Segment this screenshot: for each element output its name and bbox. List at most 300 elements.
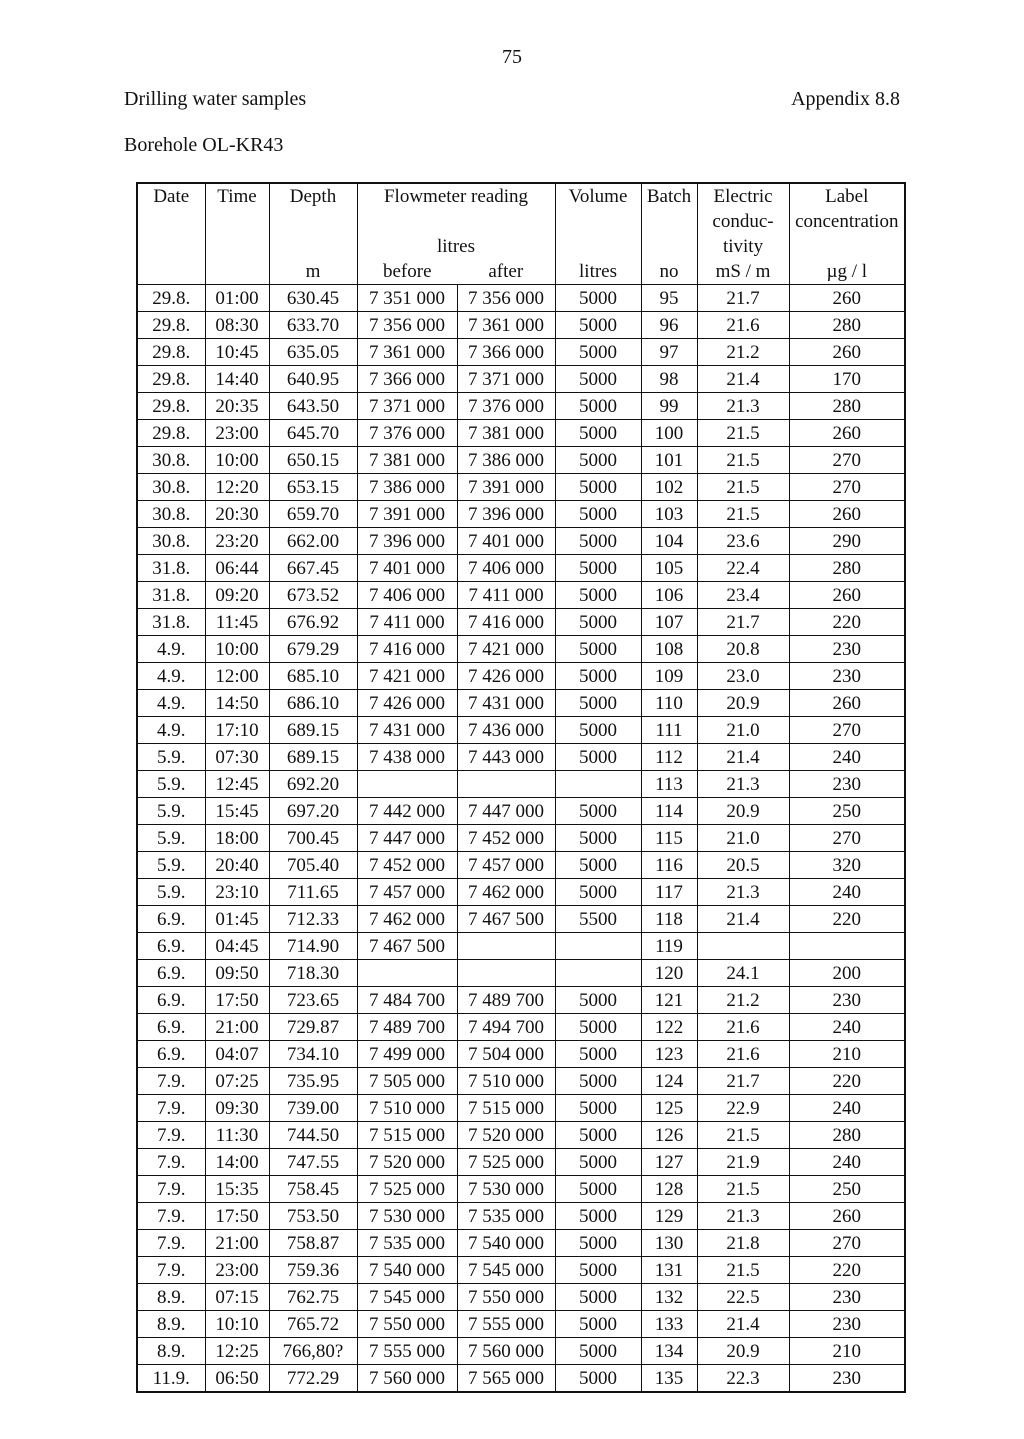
cell-date: 29.8.	[137, 420, 205, 447]
cell-batch: 107	[641, 609, 697, 636]
cell-time: 06:44	[205, 555, 269, 582]
cell-batch: 116	[641, 852, 697, 879]
cell-flow-before: 7 416 000	[357, 636, 457, 663]
cell-batch: 111	[641, 717, 697, 744]
table-row	[137, 555, 905, 582]
cell-flow-after: 7 431 000	[457, 690, 555, 717]
cell-depth: 659.70	[269, 501, 357, 528]
header-ec-line3: tivity	[697, 234, 789, 259]
cell-label-concentration: 260	[789, 1203, 905, 1230]
cell-conductivity: 22.9	[697, 1095, 789, 1122]
cell-date: 4.9.	[137, 717, 205, 744]
cell-flow-after: 7 381 000	[457, 420, 555, 447]
cell-flow-before: 7 535 000	[357, 1230, 457, 1257]
cell-flow-before: 7 438 000	[357, 744, 457, 771]
cell-flow-after: 7 515 000	[457, 1095, 555, 1122]
cell-time: 23:20	[205, 528, 269, 555]
cell-depth: 729.87	[269, 1014, 357, 1041]
cell-label-concentration	[789, 933, 905, 960]
cell-flow-after: 7 376 000	[457, 393, 555, 420]
cell-date: 7.9.	[137, 1230, 205, 1257]
cell-label-concentration: 270	[789, 825, 905, 852]
table-row	[137, 1257, 905, 1284]
cell-flow-before: 7 510 000	[357, 1095, 457, 1122]
cell-date: 29.8.	[137, 339, 205, 366]
table-row	[137, 987, 905, 1014]
cell-flow-before: 7 356 000	[357, 312, 457, 339]
header-volume-unit: litres	[555, 259, 641, 285]
cell-flow-after: 7 565 000	[457, 1365, 555, 1393]
cell-label-concentration: 200	[789, 960, 905, 987]
cell-flow-before: 7 452 000	[357, 852, 457, 879]
cell-volume: 5000	[555, 1284, 641, 1311]
cell-batch: 122	[641, 1014, 697, 1041]
cell-batch: 99	[641, 393, 697, 420]
cell-label-concentration: 250	[789, 798, 905, 825]
cell-flow-after: 7 406 000	[457, 555, 555, 582]
cell-depth: 662.00	[269, 528, 357, 555]
cell-volume: 5000	[555, 393, 641, 420]
cell-volume: 5000	[555, 582, 641, 609]
cell-batch: 113	[641, 771, 697, 798]
cell-conductivity: 21.4	[697, 366, 789, 393]
cell-label-concentration: 230	[789, 663, 905, 690]
cell-conductivity: 21.4	[697, 1311, 789, 1338]
cell-depth: 747.55	[269, 1149, 357, 1176]
cell-volume: 5000	[555, 339, 641, 366]
cell-conductivity: 20.9	[697, 690, 789, 717]
cell-flow-before: 7 421 000	[357, 663, 457, 690]
cell-volume: 5000	[555, 447, 641, 474]
cell-batch: 95	[641, 285, 697, 312]
cell-depth: 697.20	[269, 798, 357, 825]
document-title: Drilling water samples	[124, 88, 307, 110]
cell-flow-after: 7 560 000	[457, 1338, 555, 1365]
table-row	[137, 663, 905, 690]
cell-flow-before: 7 489 700	[357, 1014, 457, 1041]
cell-label-concentration: 230	[789, 1365, 905, 1393]
header-flowmeter: Flowmeter reading	[357, 183, 555, 209]
table-row	[137, 1284, 905, 1311]
cell-batch: 102	[641, 474, 697, 501]
cell-time: 18:00	[205, 825, 269, 852]
table-row	[137, 1122, 905, 1149]
cell-volume: 5000	[555, 1122, 641, 1149]
cell-flow-after: 7 396 000	[457, 501, 555, 528]
cell-flow-after: 7 462 000	[457, 879, 555, 906]
table-row	[137, 609, 905, 636]
cell-label-concentration: 220	[789, 1068, 905, 1095]
cell-flow-after: 7 489 700	[457, 987, 555, 1014]
cell-batch: 119	[641, 933, 697, 960]
cell-label-concentration: 250	[789, 1176, 905, 1203]
cell-time: 10:10	[205, 1311, 269, 1338]
cell-volume: 5000	[555, 312, 641, 339]
cell-date: 4.9.	[137, 636, 205, 663]
appendix-label: Appendix 8.8	[791, 88, 900, 110]
cell-date: 6.9.	[137, 960, 205, 987]
cell-conductivity: 21.3	[697, 1203, 789, 1230]
cell-time: 09:30	[205, 1095, 269, 1122]
cell-date: 5.9.	[137, 852, 205, 879]
cell-volume: 5000	[555, 609, 641, 636]
cell-time: 12:25	[205, 1338, 269, 1365]
cell-time: 23:10	[205, 879, 269, 906]
cell-date: 31.8.	[137, 609, 205, 636]
cell-label-concentration: 280	[789, 555, 905, 582]
cell-date: 6.9.	[137, 1014, 205, 1041]
cell-volume	[555, 960, 641, 987]
cell-date: 7.9.	[137, 1257, 205, 1284]
cell-time: 21:00	[205, 1230, 269, 1257]
cell-depth: 753.50	[269, 1203, 357, 1230]
cell-date: 6.9.	[137, 987, 205, 1014]
cell-time: 23:00	[205, 1257, 269, 1284]
cell-volume: 5000	[555, 1176, 641, 1203]
cell-conductivity: 21.3	[697, 879, 789, 906]
cell-batch: 128	[641, 1176, 697, 1203]
cell-flow-after: 7 467 500	[457, 906, 555, 933]
cell-depth: 712.33	[269, 906, 357, 933]
cell-time: 20:35	[205, 393, 269, 420]
cell-date: 11.9.	[137, 1365, 205, 1393]
cell-batch: 104	[641, 528, 697, 555]
cell-label-concentration: 280	[789, 393, 905, 420]
cell-label-concentration: 210	[789, 1041, 905, 1068]
header-batch: Batch	[641, 183, 697, 209]
cell-batch: 120	[641, 960, 697, 987]
cell-date: 6.9.	[137, 906, 205, 933]
cell-flow-before: 7 442 000	[357, 798, 457, 825]
cell-time: 12:45	[205, 771, 269, 798]
header-depth-unit: m	[269, 259, 357, 285]
header-label-unit: µg / l	[789, 259, 905, 285]
cell-date: 30.8.	[137, 474, 205, 501]
cell-date: 30.8.	[137, 528, 205, 555]
table-row	[137, 1230, 905, 1257]
cell-conductivity: 21.6	[697, 1014, 789, 1041]
cell-volume: 5000	[555, 555, 641, 582]
cell-batch: 100	[641, 420, 697, 447]
table-row	[137, 474, 905, 501]
cell-conductivity: 20.9	[697, 798, 789, 825]
cell-depth: 650.15	[269, 447, 357, 474]
cell-flow-after: 7 391 000	[457, 474, 555, 501]
cell-conductivity: 21.2	[697, 339, 789, 366]
table-row	[137, 690, 905, 717]
cell-volume: 5000	[555, 285, 641, 312]
cell-batch: 130	[641, 1230, 697, 1257]
cell-conductivity: 21.7	[697, 1068, 789, 1095]
cell-depth: 689.15	[269, 717, 357, 744]
cell-flow-after: 7 436 000	[457, 717, 555, 744]
cell-label-concentration: 290	[789, 528, 905, 555]
cell-flow-before: 7 426 000	[357, 690, 457, 717]
cell-label-concentration: 230	[789, 1284, 905, 1311]
cell-conductivity: 21.9	[697, 1149, 789, 1176]
cell-conductivity: 21.5	[697, 474, 789, 501]
cell-batch: 110	[641, 690, 697, 717]
table-row	[137, 447, 905, 474]
cell-time: 09:20	[205, 582, 269, 609]
cell-date: 4.9.	[137, 690, 205, 717]
samples-table	[136, 182, 906, 1393]
cell-depth: 739.00	[269, 1095, 357, 1122]
cell-label-concentration: 220	[789, 1257, 905, 1284]
table-row	[137, 1338, 905, 1365]
cell-flow-before: 7 520 000	[357, 1149, 457, 1176]
cell-volume: 5000	[555, 798, 641, 825]
cell-batch: 103	[641, 501, 697, 528]
cell-flow-after: 7 510 000	[457, 1068, 555, 1095]
table-header	[137, 183, 905, 285]
cell-volume: 5000	[555, 474, 641, 501]
cell-label-concentration: 260	[789, 690, 905, 717]
cell-batch: 127	[641, 1149, 697, 1176]
cell-flow-after: 7 535 000	[457, 1203, 555, 1230]
cell-depth: 700.45	[269, 825, 357, 852]
cell-date: 5.9.	[137, 825, 205, 852]
cell-depth: 653.15	[269, 474, 357, 501]
cell-batch: 131	[641, 1257, 697, 1284]
table-row	[137, 717, 905, 744]
table-row	[137, 852, 905, 879]
cell-flow-before: 7 560 000	[357, 1365, 457, 1393]
cell-flow-after: 7 520 000	[457, 1122, 555, 1149]
cell-conductivity: 20.8	[697, 636, 789, 663]
cell-conductivity: 20.9	[697, 1338, 789, 1365]
cell-date: 8.9.	[137, 1284, 205, 1311]
table-row	[137, 1149, 905, 1176]
cell-depth: 667.45	[269, 555, 357, 582]
cell-conductivity: 21.5	[697, 501, 789, 528]
cell-flow-after: 7 426 000	[457, 663, 555, 690]
cell-flow-after: 7 555 000	[457, 1311, 555, 1338]
cell-flow-after: 7 525 000	[457, 1149, 555, 1176]
cell-flow-after: 7 457 000	[457, 852, 555, 879]
cell-time: 20:30	[205, 501, 269, 528]
cell-label-concentration: 230	[789, 636, 905, 663]
cell-time: 14:40	[205, 366, 269, 393]
cell-time: 11:30	[205, 1122, 269, 1149]
cell-conductivity: 21.7	[697, 609, 789, 636]
cell-volume: 5000	[555, 879, 641, 906]
cell-flow-before: 7 351 000	[357, 285, 457, 312]
cell-volume: 5000	[555, 366, 641, 393]
table-row	[137, 582, 905, 609]
cell-label-concentration: 170	[789, 366, 905, 393]
cell-flow-before	[357, 771, 457, 798]
table-row	[137, 744, 905, 771]
cell-batch: 108	[641, 636, 697, 663]
cell-conductivity: 24.1	[697, 960, 789, 987]
cell-label-concentration: 270	[789, 447, 905, 474]
cell-flow-after: 7 356 000	[457, 285, 555, 312]
cell-flow-before: 7 550 000	[357, 1311, 457, 1338]
cell-label-concentration: 240	[789, 1095, 905, 1122]
cell-time: 14:00	[205, 1149, 269, 1176]
cell-depth: 759.36	[269, 1257, 357, 1284]
cell-date: 8.9.	[137, 1338, 205, 1365]
cell-flow-before: 7 530 000	[357, 1203, 457, 1230]
cell-date: 29.8.	[137, 366, 205, 393]
cell-depth: 723.65	[269, 987, 357, 1014]
header-ec-line2: conduc-	[697, 209, 789, 234]
cell-volume: 5000	[555, 501, 641, 528]
cell-label-concentration: 260	[789, 285, 905, 312]
cell-date: 29.8.	[137, 312, 205, 339]
cell-volume: 5000	[555, 1257, 641, 1284]
cell-time: 15:35	[205, 1176, 269, 1203]
cell-flow-before: 7 406 000	[357, 582, 457, 609]
cell-flow-before: 7 467 500	[357, 933, 457, 960]
cell-depth: 676.92	[269, 609, 357, 636]
cell-depth: 705.40	[269, 852, 357, 879]
cell-label-concentration: 320	[789, 852, 905, 879]
cell-time: 10:00	[205, 447, 269, 474]
cell-batch: 109	[641, 663, 697, 690]
cell-label-concentration: 240	[789, 879, 905, 906]
cell-batch: 96	[641, 312, 697, 339]
cell-time: 11:45	[205, 609, 269, 636]
cell-date: 7.9.	[137, 1176, 205, 1203]
cell-conductivity: 21.4	[697, 744, 789, 771]
cell-flow-after: 7 530 000	[457, 1176, 555, 1203]
cell-label-concentration: 240	[789, 1149, 905, 1176]
cell-time: 15:45	[205, 798, 269, 825]
table-row	[137, 1041, 905, 1068]
cell-time: 23:00	[205, 420, 269, 447]
cell-flow-after	[457, 960, 555, 987]
cell-conductivity: 21.4	[697, 906, 789, 933]
cell-depth: 633.70	[269, 312, 357, 339]
cell-depth: 673.52	[269, 582, 357, 609]
cell-label-concentration: 220	[789, 906, 905, 933]
cell-flow-before: 7 366 000	[357, 366, 457, 393]
cell-volume: 5000	[555, 690, 641, 717]
cell-batch: 106	[641, 582, 697, 609]
cell-batch: 117	[641, 879, 697, 906]
cell-date: 8.9.	[137, 1311, 205, 1338]
cell-date: 31.8.	[137, 555, 205, 582]
cell-batch: 97	[641, 339, 697, 366]
cell-date: 29.8.	[137, 285, 205, 312]
cell-conductivity: 21.2	[697, 987, 789, 1014]
cell-flow-before: 7 505 000	[357, 1068, 457, 1095]
cell-label-concentration: 220	[789, 609, 905, 636]
cell-depth: 689.15	[269, 744, 357, 771]
table-row	[137, 528, 905, 555]
cell-label-concentration: 240	[789, 1014, 905, 1041]
cell-flow-after	[457, 771, 555, 798]
table-row	[137, 501, 905, 528]
cell-date: 29.8.	[137, 393, 205, 420]
cell-volume	[555, 771, 641, 798]
cell-flow-after: 7 550 000	[457, 1284, 555, 1311]
table-row	[137, 393, 905, 420]
cell-flow-after: 7 361 000	[457, 312, 555, 339]
cell-time: 07:30	[205, 744, 269, 771]
header-after: after	[457, 259, 555, 285]
cell-time: 21:00	[205, 1014, 269, 1041]
cell-conductivity: 21.7	[697, 285, 789, 312]
table-row	[137, 798, 905, 825]
cell-flow-before: 7 371 000	[357, 393, 457, 420]
cell-depth: 635.05	[269, 339, 357, 366]
cell-volume: 5000	[555, 1230, 641, 1257]
header-batch-unit: no	[641, 259, 697, 285]
cell-time: 01:45	[205, 906, 269, 933]
table-row	[137, 1176, 905, 1203]
cell-flow-before: 7 396 000	[357, 528, 457, 555]
cell-label-concentration: 280	[789, 312, 905, 339]
cell-flow-after: 7 416 000	[457, 609, 555, 636]
cell-label-concentration: 280	[789, 1122, 905, 1149]
table-row	[137, 933, 905, 960]
table-row	[137, 1095, 905, 1122]
cell-conductivity	[697, 933, 789, 960]
cell-label-concentration: 260	[789, 339, 905, 366]
cell-date: 31.8.	[137, 582, 205, 609]
page-number: 75	[502, 46, 522, 68]
cell-conductivity: 21.5	[697, 1257, 789, 1284]
cell-batch: 124	[641, 1068, 697, 1095]
cell-batch: 135	[641, 1365, 697, 1393]
cell-flow-after: 7 540 000	[457, 1230, 555, 1257]
cell-volume: 5000	[555, 1338, 641, 1365]
cell-date: 30.8.	[137, 501, 205, 528]
cell-volume: 5000	[555, 1068, 641, 1095]
cell-depth: 640.95	[269, 366, 357, 393]
cell-depth: 758.45	[269, 1176, 357, 1203]
header-before: before	[357, 259, 457, 285]
cell-label-concentration: 230	[789, 771, 905, 798]
cell-label-concentration: 260	[789, 582, 905, 609]
table-body	[137, 285, 905, 1393]
header-depth: Depth	[269, 183, 357, 209]
cell-depth: 686.10	[269, 690, 357, 717]
cell-flow-before: 7 391 000	[357, 501, 457, 528]
cell-volume: 5000	[555, 1014, 641, 1041]
table-row	[137, 1068, 905, 1095]
cell-date: 5.9.	[137, 744, 205, 771]
cell-flow-before: 7 484 700	[357, 987, 457, 1014]
cell-flow-before	[357, 960, 457, 987]
borehole-label: Borehole OL-KR43	[124, 134, 284, 156]
cell-volume: 5000	[555, 1203, 641, 1230]
cell-date: 4.9.	[137, 663, 205, 690]
cell-depth: 645.70	[269, 420, 357, 447]
table-row	[137, 312, 905, 339]
cell-date: 7.9.	[137, 1095, 205, 1122]
cell-conductivity: 22.3	[697, 1365, 789, 1393]
cell-date: 5.9.	[137, 879, 205, 906]
cell-volume	[555, 933, 641, 960]
cell-flow-before: 7 386 000	[357, 474, 457, 501]
cell-flow-before: 7 381 000	[357, 447, 457, 474]
cell-depth: 744.50	[269, 1122, 357, 1149]
cell-time: 04:07	[205, 1041, 269, 1068]
cell-time: 09:50	[205, 960, 269, 987]
cell-depth: 772.29	[269, 1365, 357, 1393]
cell-flow-after: 7 386 000	[457, 447, 555, 474]
cell-batch: 112	[641, 744, 697, 771]
header-label-line2: concentration	[789, 209, 905, 234]
cell-time: 07:15	[205, 1284, 269, 1311]
cell-label-concentration: 240	[789, 744, 905, 771]
header-flowmeter-unit: litres	[357, 234, 555, 259]
cell-volume: 5000	[555, 1311, 641, 1338]
